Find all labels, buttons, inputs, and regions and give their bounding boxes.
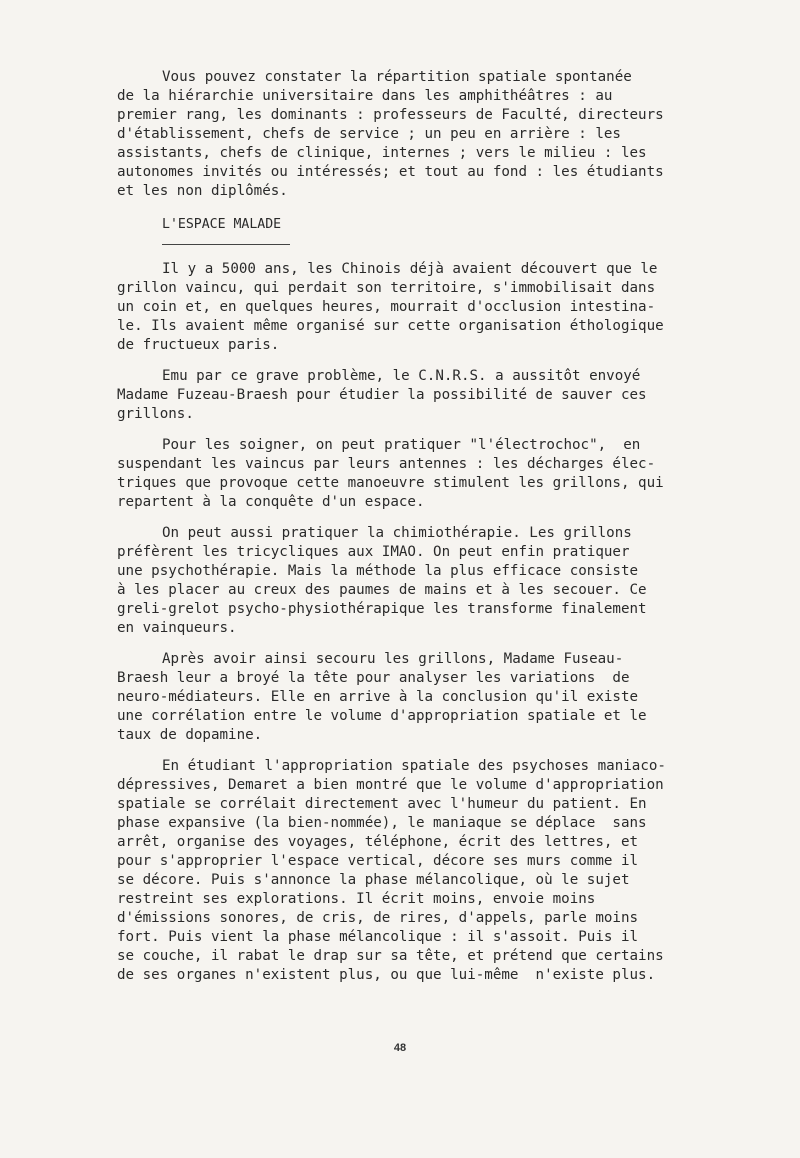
text-line: fort. Puis vient la phase mélancolique : il s'assoit. Puis il bbox=[117, 929, 639, 945]
text-line: à les placer au creux des paumes de mains et à les secouer. Ce bbox=[117, 582, 647, 598]
text-line: Il y a 5000 ans, les Chinois déjà avaient découvert que le bbox=[162, 261, 658, 277]
text-line: une psychothérapie. Mais la méthode la plus efficace consiste bbox=[117, 563, 639, 579]
text-line: restreint ses explorations. Il écrit moins, envoie moins bbox=[117, 891, 596, 907]
text-line: arrêt, organise des voyages, téléphone, écrit des lettres, et bbox=[117, 834, 639, 850]
text-line: Pour les soigner, on peut pratiquer "l'électrochoc", en bbox=[162, 437, 641, 453]
text-line: spatiale se corrélait directement avec l'humeur du patient. En bbox=[117, 796, 647, 812]
text-line: grillons. bbox=[117, 406, 194, 422]
text-line: triques que provoque cette manoeuvre stimulent les grillons, qui bbox=[117, 475, 664, 491]
text-line: neuro-médiateurs. Elle en arrive à la conclusion qu'il existe bbox=[117, 689, 639, 705]
text-line: le. Ils avaient même organisé sur cette organisation éthologique bbox=[117, 318, 664, 334]
text-line: de fructueux paris. bbox=[117, 337, 280, 353]
text-line: En étudiant l'appropriation spatiale des psychoses maniaco- bbox=[162, 758, 666, 774]
text-line: Vous pouvez constater la répartition spatiale spontanée bbox=[162, 69, 632, 85]
text-line: pour s'approprier l'espace vertical, décore ses murs comme il bbox=[117, 853, 639, 869]
text-line: se décore. Puis s'annonce la phase mélancolique, où le sujet bbox=[117, 872, 630, 888]
text-line: d'émissions sonores, de cris, de rires, d'appels, parle moins bbox=[117, 910, 639, 926]
text-line: Emu par ce grave problème, le C.N.R.S. a aussitôt envoyé bbox=[162, 368, 641, 384]
text-line: et les non diplômés. bbox=[117, 183, 288, 199]
text-line: assistants, chefs de clinique, internes ; vers le milieu : les bbox=[117, 145, 647, 161]
text-line: suspendant les vaincus par leurs antennes : les décharges élec- bbox=[117, 456, 656, 472]
section-heading: L'ESPACE MALADE bbox=[162, 217, 282, 232]
text-line: d'établissement, chefs de service ; un peu en arrière : les bbox=[117, 126, 621, 142]
text-line: en vainqueurs. bbox=[117, 620, 237, 636]
text-line: se couche, il rabat le drap sur sa tête, et prétend que certains bbox=[117, 948, 664, 964]
text-line: repartent à la conquête d'un espace. bbox=[117, 494, 425, 510]
text-line: de ses organes n'existent plus, ou que lui-même n'existe plus. bbox=[117, 967, 656, 983]
heading-underline bbox=[162, 244, 290, 245]
text-line: de la hiérarchie universitaire dans les amphithéâtres : au bbox=[117, 88, 613, 104]
text-line: taux de dopamine. bbox=[117, 727, 263, 743]
text-line: premier rang, les dominants : professeurs de Faculté, directeurs bbox=[117, 107, 664, 123]
text-line: autonomes invités ou intéressés; et tout au fond : les étudiants bbox=[117, 164, 664, 180]
text-line: On peut aussi pratiquer la chimiothérapie. Les grillons bbox=[162, 525, 632, 541]
text-line: grillon vaincu, qui perdait son territoire, s'immobilisait dans bbox=[117, 280, 656, 296]
text-line: phase expansive (la bien-nommée), le maniaque se déplace sans bbox=[117, 815, 647, 831]
text-line: greli-grelot psycho-physiothérapique les transforme finalement bbox=[117, 601, 647, 617]
text-line: dépressives, Demaret a bien montré que le volume d'appropriation bbox=[117, 777, 664, 793]
page-number: 48 bbox=[393, 1042, 407, 1054]
text-line: Braesh leur a broyé la tête pour analyser les variations de bbox=[117, 670, 630, 686]
text-line: Madame Fuzeau-Braesh pour étudier la possibilité de sauver ces bbox=[117, 387, 647, 403]
text-line: Après avoir ainsi secouru les grillons, Madame Fuseau- bbox=[162, 651, 624, 667]
text-line: préfèrent les tricycliques aux IMAO. On peut enfin pratiquer bbox=[117, 544, 630, 560]
text-line: une corrélation entre le volume d'appropriation spatiale et le bbox=[117, 708, 647, 724]
text-line: un coin et, en quelques heures, mourrait d'occlusion intestina- bbox=[117, 299, 656, 315]
